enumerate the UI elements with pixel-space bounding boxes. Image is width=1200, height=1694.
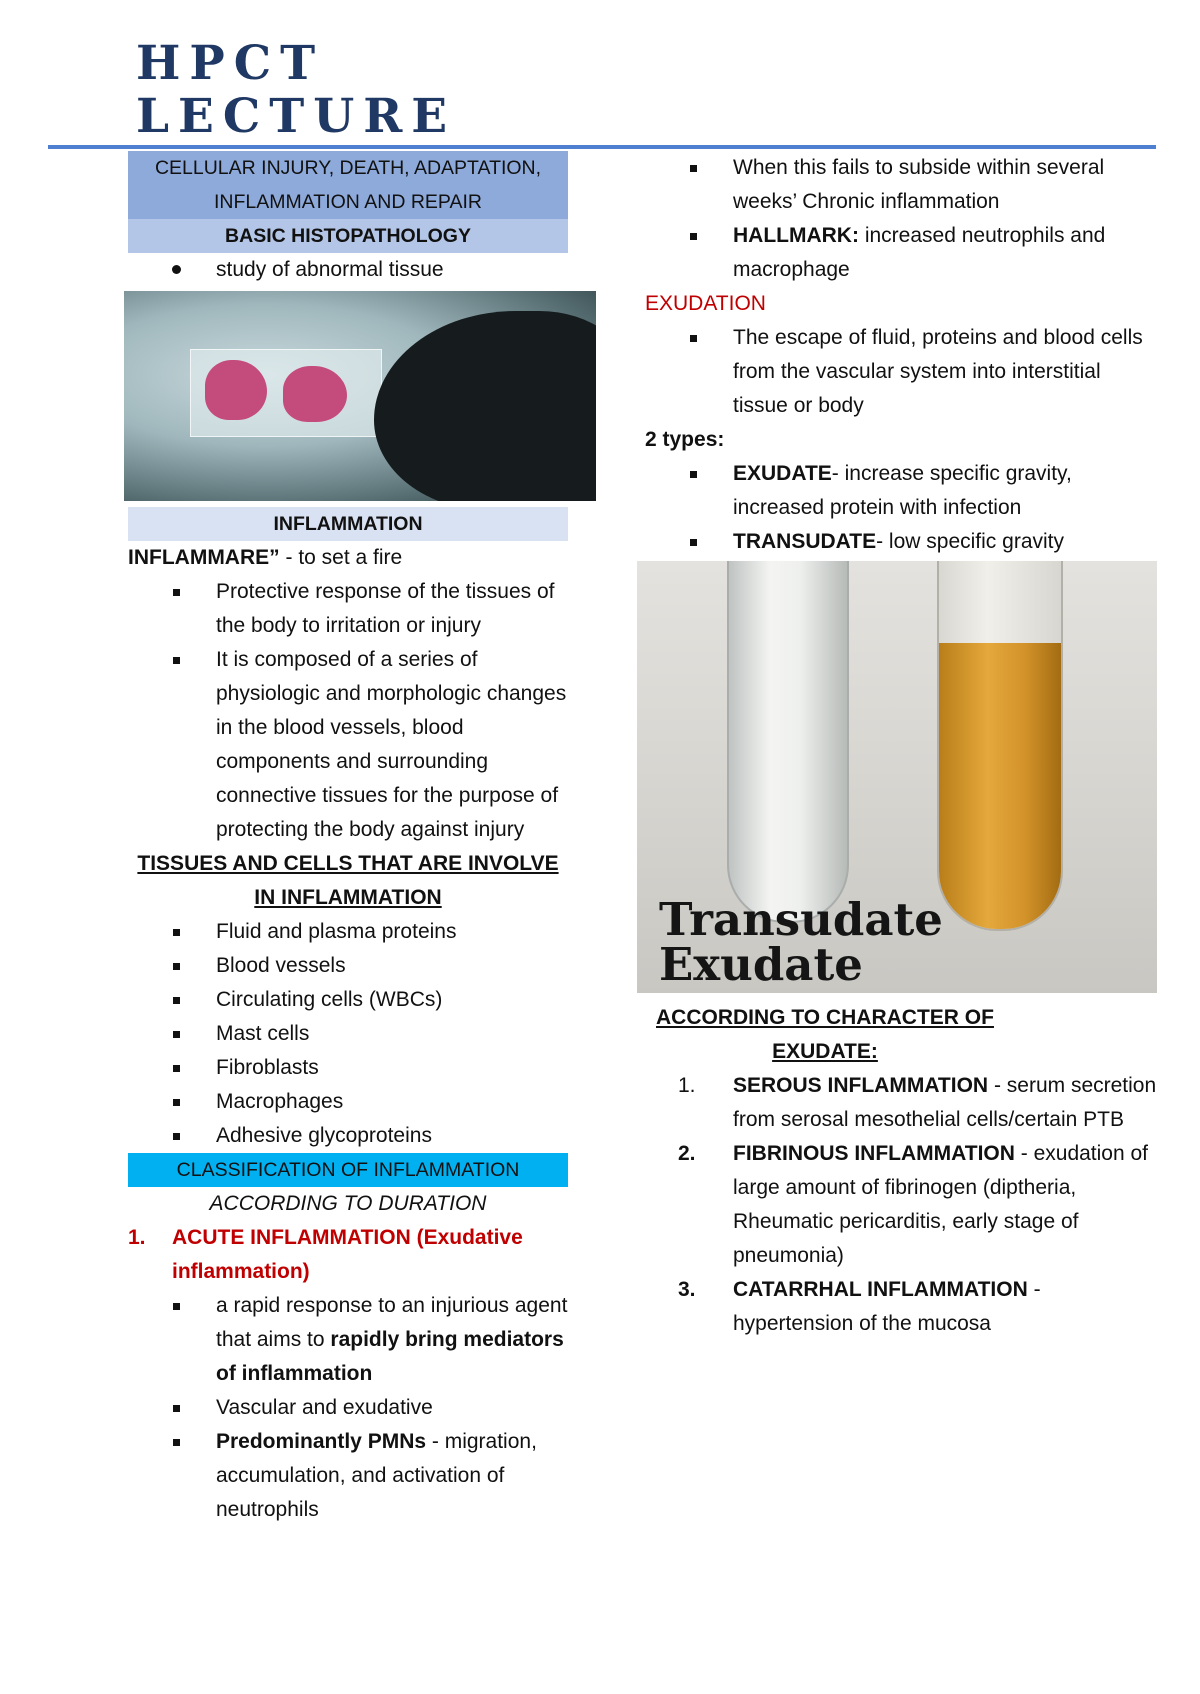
list-item-emphasis: HALLMARK: [733,224,859,247]
list-item [128,253,568,287]
header-rule [48,145,1156,149]
tissues-heading: TISSUES AND CELLS THAT ARE INVOLVE IN INFLAMMATION [137,852,559,909]
inflammare-definition: - to set a fire [279,546,403,569]
numbered-item [645,1273,1160,1341]
list-item [645,321,1160,423]
numbered-item [645,1137,1160,1273]
list-item-text: It is composed of a series of physiologic and morphologic changes in the blood vessels, blood components and surrounding connective tissues for the purpose of protecting the body against injury [216,648,567,841]
item-number: 1. [678,1074,696,1097]
list-item-text: - migration, accumulation, and activation of neutrophils [216,1430,537,1521]
glass-slide [190,349,382,437]
list-item [128,1017,568,1051]
item-description: - hypertension of the mucosa [733,1278,1041,1335]
test-tubes-photo [637,561,1157,993]
list-item [128,949,568,983]
list-item [645,457,1160,525]
list-item [128,643,568,847]
list-item-emphasis: Predominantly PMNs [216,1430,427,1453]
left-column [128,151,568,1527]
exudate-tube [937,561,1063,931]
histology-slide-photo [124,291,596,501]
item-number: 3. [678,1278,696,1301]
list-item [645,525,1160,559]
duration-heading: ACCORDING TO DURATION [209,1192,487,1215]
title-line-2: LECTURE [136,89,457,144]
list-item [128,915,568,949]
list-item-text: Mast cells [216,1022,310,1045]
acute-title: ACUTE INFLAMMATION (Exudative inflammation) [172,1226,523,1283]
list-item-emphasis: TRANSUDATE [733,530,877,553]
inflammare-line [128,541,568,575]
numbered-item [645,1069,1160,1137]
classification-band: CLASSIFICATION OF INFLAMMATION [128,1153,568,1187]
hand-silhouette [374,311,596,501]
title-line-1: HPCT [136,36,325,91]
list-item [128,1051,568,1085]
list-item-text: When this fails to subside within several weeks’ Chronic inflammation [733,156,1105,213]
list-item-text: Protective response of the tissues of the body to irritation or injury [216,580,555,637]
item-title: CATARRHAL INFLAMMATION [733,1278,1028,1301]
list-item-text: Adhesive glycoproteins [216,1124,432,1147]
list-item [128,1289,568,1391]
list-item [128,1085,568,1119]
list-item [645,151,1160,219]
topic-band: CELLULAR INJURY, DEATH, ADAPTATION, INFLAMMATION AND REPAIR [128,151,568,219]
tissue-section [283,366,347,422]
basic-histopathology-band: BASIC HISTOPATHOLOGY [128,219,568,253]
list-item-text: Macrophages [216,1090,344,1113]
list-item-text: - increase specific gravity, increased protein with infection [733,462,1072,519]
list-item-text: a rapid response to an injurious agent that aims to [216,1294,568,1351]
item-title: FIBRINOUS INFLAMMATION [733,1142,1015,1165]
inflammare-term: INFLAMMARE” [128,546,280,569]
list-item-text: The escape of fluid, proteins and blood cells from the vascular system into interstitial tissue or body [733,326,1143,417]
two-types-heading: 2 types: [645,428,725,451]
exudate-fluid [939,643,1061,929]
exudation-heading: EXUDATION [645,292,766,315]
list-item-text: Blood vessels [216,954,346,977]
item-description: - serum secretion from serosal mesothelial cells/certain PTB [733,1074,1157,1131]
list-item [645,219,1160,287]
tissue-section [205,360,267,420]
list-item-text: Fibroblasts [216,1056,319,1079]
right-column [645,151,1160,1341]
list-item-emphasis: EXUDATE [733,462,832,485]
photo-caption: Transudate Exudate [659,893,943,991]
list-item [128,1119,568,1153]
character-heading: ACCORDING TO CHARACTER OF EXUDATE: [656,1006,994,1063]
list-item [128,1391,568,1425]
inflammation-band: INFLAMMATION [128,507,568,541]
list-item-text: Fluid and plasma proteins [216,920,457,943]
list-item-emphasis: rapidly bring mediators of inflammation [216,1328,564,1385]
item-number: 2. [678,1142,696,1165]
acute-number: 1. [128,1226,146,1249]
acute-heading [128,1221,568,1289]
list-item [128,983,568,1017]
transudate-tube [727,561,849,923]
list-item [128,575,568,643]
list-item-text: Vascular and exudative [216,1396,433,1419]
list-item [128,1425,568,1527]
item-title: SEROUS INFLAMMATION [733,1074,989,1097]
list-item-text: study of abnormal tissue [216,258,444,281]
item-description: - exudation of large amount of fibrinogen (diptheria, Rheumatic pericarditis, early stage of pneumonia) [733,1142,1149,1267]
list-item-text: - low specific gravity [876,530,1064,553]
list-item-text: increased neutrophils and macrophage [733,224,1106,281]
list-item-text: Circulating cells (WBCs) [216,988,443,1011]
